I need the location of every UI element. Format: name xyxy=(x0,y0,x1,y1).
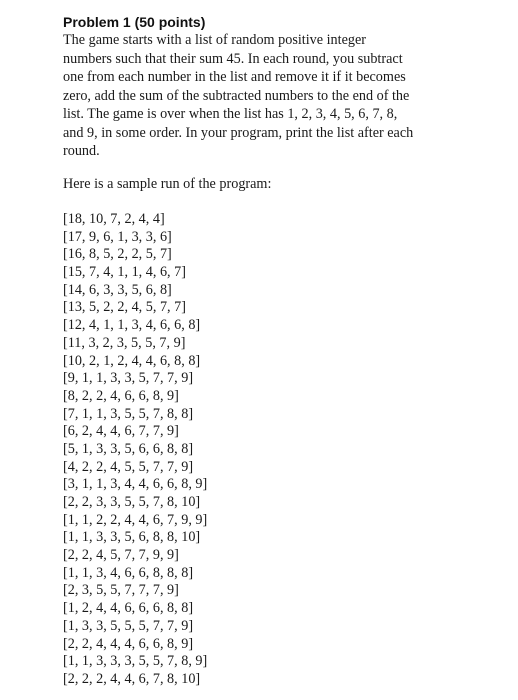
output-line: [1, 2, 4, 4, 6, 6, 6, 8, 8] xyxy=(63,600,194,617)
statement-line: and 9, in some order. In your program, print the list after each xyxy=(63,124,414,141)
output-line: [12, 4, 1, 1, 3, 4, 6, 6, 8] xyxy=(63,317,201,334)
statement-line: round. xyxy=(63,143,100,159)
output-line: [15, 7, 4, 1, 1, 4, 6, 7] xyxy=(63,264,186,281)
output-line: [2, 2, 4, 4, 4, 6, 6, 8, 9] xyxy=(63,635,194,652)
output-line: [17, 9, 6, 1, 3, 3, 6] xyxy=(63,228,172,245)
statement-line: one from each number in the list and remove it if it becomes xyxy=(63,69,406,85)
output-line: [11, 3, 2, 3, 5, 5, 7, 9] xyxy=(63,334,186,351)
output-line: [2, 2, 4, 5, 7, 7, 9, 9] xyxy=(63,547,179,564)
output-line: [1, 1, 3, 3, 5, 6, 8, 8, 10] xyxy=(63,529,201,546)
problem-title: Problem 1 (50 points) xyxy=(63,14,206,30)
output-line: [16, 8, 5, 2, 2, 5, 7] xyxy=(63,246,172,263)
output-line: [7, 1, 1, 3, 5, 5, 7, 8, 8] xyxy=(63,405,194,422)
output-line: [1, 3, 3, 5, 5, 5, 7, 7, 9] xyxy=(63,617,194,634)
output-line: [2, 3, 5, 5, 7, 7, 7, 9] xyxy=(63,582,179,599)
output-line: [10, 2, 1, 2, 4, 4, 6, 8, 8] xyxy=(63,352,201,369)
statement-line: numbers such that their sum 45. In each round, you subtract xyxy=(63,50,403,67)
output-line: [8, 2, 2, 4, 6, 6, 8, 9] xyxy=(63,387,179,404)
output-line: [1, 1, 3, 3, 3, 5, 5, 7, 8, 9] xyxy=(63,653,208,670)
statement-line: zero, add the sum of the subtracted numbers to the end of the xyxy=(63,87,410,104)
output-line: [1, 1, 2, 2, 4, 4, 6, 7, 9, 9] xyxy=(63,511,208,528)
statement-line: The game starts with a list of random positive integer xyxy=(63,32,366,48)
output-line: [9, 1, 1, 3, 3, 5, 7, 7, 9] xyxy=(63,370,194,387)
sample-run-intro: Here is a sample run of the program: xyxy=(63,176,272,192)
output-line: [14, 6, 3, 3, 5, 6, 8] xyxy=(63,281,172,298)
output-line: [13, 5, 2, 2, 4, 5, 7, 7] xyxy=(63,299,186,316)
output-line: [3, 1, 1, 3, 4, 4, 6, 6, 8, 9] xyxy=(63,476,208,493)
problem-statement xyxy=(63,31,463,161)
sample-output-list xyxy=(63,211,207,689)
output-line: [2, 2, 3, 3, 5, 5, 7, 8, 10] xyxy=(63,494,201,510)
output-line: [5, 1, 3, 3, 5, 6, 6, 8, 8] xyxy=(63,440,194,457)
statement-line: list. The game is over when the list has 1, 2, 3, 4, 5, 6, 7, 8, xyxy=(63,106,398,122)
output-line: [6, 2, 4, 4, 6, 7, 7, 9] xyxy=(63,423,179,440)
output-line: [1, 1, 3, 4, 6, 6, 8, 8, 8] xyxy=(63,564,194,581)
output-line: [4, 2, 2, 4, 5, 5, 7, 7, 9] xyxy=(63,458,194,475)
output-line: [18, 10, 7, 2, 4, 4] xyxy=(63,211,165,227)
output-line: [2, 2, 2, 4, 4, 6, 7, 8, 10] xyxy=(63,670,201,687)
